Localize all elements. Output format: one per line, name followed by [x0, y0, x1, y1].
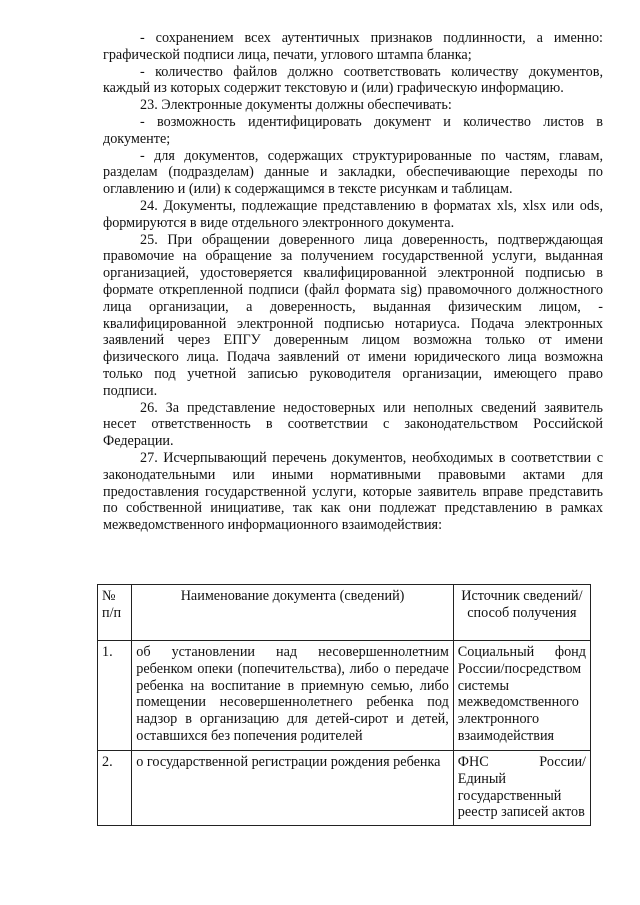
header-source: Источник сведений/способ получения: [453, 585, 590, 641]
header-name: Наименование документа (сведений): [132, 585, 454, 641]
paragraph-file-count: - количество файлов должно соответствовать количеству документов, каждый из которых содержит текстовую и (или) графическую информацию.: [103, 63, 603, 97]
row-name: об установлении над несовершеннолетним ребенком опеки (попечительства), либо о передаче ребенка на воспитание в приемную семью, либо помещении несовершеннолетнего ребенка под надзор в организацию для детей-сирот и детей, оставшихся без попечения родителей: [132, 641, 454, 751]
paragraph-24: 24. Документы, подлежащие представлению в форматах xls, xlsx или ods, формируются в виде отдельного электронного документа.: [103, 197, 603, 231]
row-source: Социальный фонд России/посредством системы межведомственного электронного взаимодействия: [453, 641, 590, 751]
paragraph-identify: - возможность идентифицировать документ и количество листов в документе;: [103, 113, 603, 147]
row-num: 1.: [98, 641, 132, 751]
table-header-row: [98, 585, 591, 641]
row-num: 2.: [98, 751, 132, 826]
paragraph-authenticity: - сохранением всех аутентичных признаков подлинности, а именно: графической подписи лица, печати, углового штампа бланка;: [103, 30, 603, 63]
paragraph-structured: - для документов, содержащих структурированные по частям, главам, разделам (подразделам) данные и закладки, обеспечивающие переходы по оглавлению и (или) к содержащимся в тексте рисункам и таблицам.: [103, 147, 603, 198]
header-num: № п/п: [98, 585, 132, 641]
paragraph-26: 26. За представление недостоверных или неполных сведений заявитель несет ответственность в соответствии с законодательством Российской Федерации.: [103, 399, 603, 450]
paragraph-23: 23. Электронные документы должны обеспечивать:: [140, 97, 452, 114]
table-row: [98, 641, 591, 751]
documents-table: [97, 584, 591, 826]
paragraph-25: 25. При обращении доверенного лица доверенность, подтверждающая правомочие на обращение за получением государственной услуги, выданная организацией, удостоверяется квалифицированной электронной подписью в формате открепленной подписи (файл формата sig) правомочного должностного лица организации, а доверенность, выданная физическим лицом, - квалифицированной электронной подписью нотариуса. Подача электронных заявлений через ЕПГУ доверенным лицом возможна только от имени физического лица. Подача заявлений от имени юридического лица возможна только под учетной записью руководителя организации, имеющего право подписи.: [103, 231, 603, 399]
document-body: [103, 30, 603, 534]
row-source: ФНС России/Единый государственный реестр записей актов: [453, 751, 590, 826]
table-row: [98, 751, 591, 826]
row-name: о государственной регистрации рождения ребенка: [132, 751, 454, 826]
paragraph-27: 27. Исчерпывающий перечень документов, необходимых в соответствии с законодательными или иными нормативными правовыми актами для предоставления государственной услуги, которые заявитель вправе представить по собственной инициативе, так как они подлежат представлению в рамках межведомственного информационного взаимодействия:: [103, 449, 603, 534]
